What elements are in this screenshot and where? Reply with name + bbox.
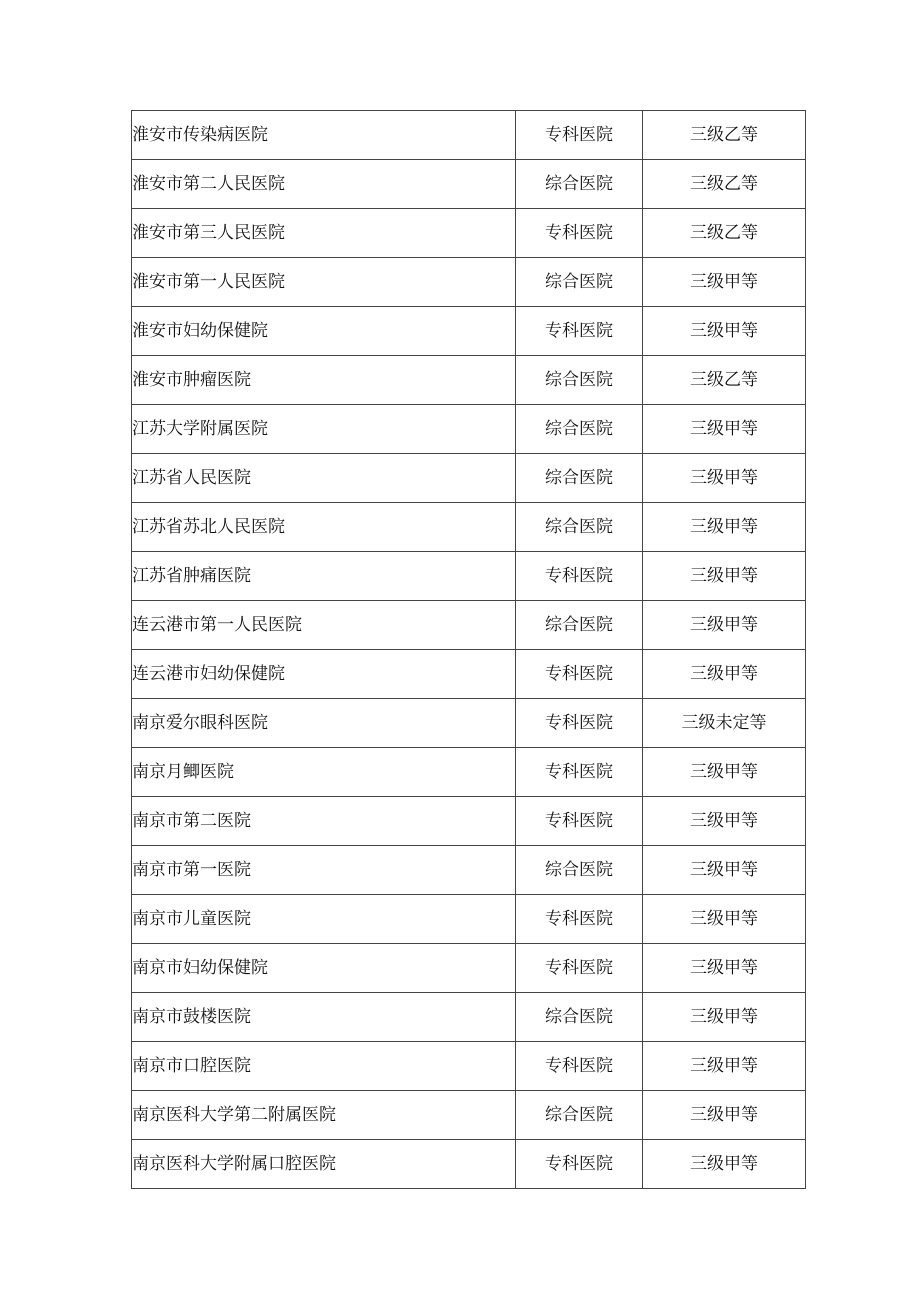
- hospital-type-cell: 专科医院: [516, 797, 643, 846]
- table-row: [132, 307, 806, 356]
- hospital-level-cell: 三级甲等: [643, 944, 806, 993]
- table-row: [132, 209, 806, 258]
- table-row: [132, 601, 806, 650]
- table-row: [132, 1140, 806, 1189]
- hospital-name-cell: 南京市口腔医院: [132, 1042, 516, 1091]
- hospital-type-cell: 综合医院: [516, 160, 643, 209]
- hospital-name-cell: 南京爱尔眼科医院: [132, 699, 516, 748]
- hospital-name-cell: 江苏省肿痛医院: [132, 552, 516, 601]
- table-row: [132, 944, 806, 993]
- hospital-name-cell: 江苏省苏北人民医院: [132, 503, 516, 552]
- hospital-level-cell: 三级甲等: [643, 993, 806, 1042]
- hospital-type-cell: 综合医院: [516, 846, 643, 895]
- hospital-type-cell: 专科医院: [516, 895, 643, 944]
- table-row: [132, 650, 806, 699]
- hospital-name-cell: 江苏省人民医院: [132, 454, 516, 503]
- hospital-table-body: [132, 111, 806, 1189]
- hospital-name-cell: 南京市儿童医院: [132, 895, 516, 944]
- hospital-name-cell: 南京市第一医院: [132, 846, 516, 895]
- hospital-name-cell: 南京月鲫医院: [132, 748, 516, 797]
- table-row: [132, 552, 806, 601]
- table-row: [132, 405, 806, 454]
- hospital-level-cell: 三级甲等: [643, 454, 806, 503]
- hospital-level-cell: 三级甲等: [643, 601, 806, 650]
- hospital-name-cell: 连云港市妇幼保健院: [132, 650, 516, 699]
- hospital-name-cell: 南京医科大学附属口腔医院: [132, 1140, 516, 1189]
- hospital-name-cell: 淮安市第一人民医院: [132, 258, 516, 307]
- table-row: [132, 1042, 806, 1091]
- table-row: [132, 993, 806, 1042]
- hospital-type-cell: 综合医院: [516, 503, 643, 552]
- hospital-name-cell: 江苏大学附属医院: [132, 405, 516, 454]
- table-row: [132, 846, 806, 895]
- hospital-name-cell: 淮安市传染病医院: [132, 111, 516, 160]
- hospital-level-cell: 三级乙等: [643, 160, 806, 209]
- table-row: [132, 356, 806, 405]
- hospital-level-cell: 三级甲等: [643, 307, 806, 356]
- table-row: [132, 111, 806, 160]
- hospital-level-cell: 三级乙等: [643, 209, 806, 258]
- hospital-type-cell: 专科医院: [516, 307, 643, 356]
- hospital-type-cell: 专科医院: [516, 1140, 643, 1189]
- hospital-level-cell: 三级甲等: [643, 1091, 806, 1140]
- hospital-type-cell: 综合医院: [516, 258, 643, 307]
- hospital-type-cell: 专科医院: [516, 1042, 643, 1091]
- hospital-type-cell: 专科医院: [516, 111, 643, 160]
- hospital-name-cell: 南京市妇幼保健院: [132, 944, 516, 993]
- table-row: [132, 503, 806, 552]
- hospital-level-cell: 三级乙等: [643, 111, 806, 160]
- hospital-name-cell: 连云港市第一人民医院: [132, 601, 516, 650]
- hospital-type-cell: 综合医院: [516, 993, 643, 1042]
- hospital-name-cell: 淮安市妇幼保健院: [132, 307, 516, 356]
- hospital-level-cell: 三级未定等: [643, 699, 806, 748]
- hospital-level-cell: 三级甲等: [643, 846, 806, 895]
- hospital-type-cell: 专科医院: [516, 944, 643, 993]
- table-row: [132, 1091, 806, 1140]
- hospital-level-cell: 三级甲等: [643, 405, 806, 454]
- hospital-name-cell: 南京市鼓楼医院: [132, 993, 516, 1042]
- table-row: [132, 160, 806, 209]
- hospital-level-cell: 三级甲等: [643, 1042, 806, 1091]
- hospital-name-cell: 南京市第二医院: [132, 797, 516, 846]
- table-row: [132, 258, 806, 307]
- hospital-type-cell: 专科医院: [516, 748, 643, 797]
- table-row: [132, 699, 806, 748]
- hospital-type-cell: 综合医院: [516, 1091, 643, 1140]
- hospital-type-cell: 综合医院: [516, 405, 643, 454]
- hospital-type-cell: 综合医院: [516, 601, 643, 650]
- hospital-type-cell: 专科医院: [516, 699, 643, 748]
- table-row: [132, 454, 806, 503]
- hospital-level-cell: 三级甲等: [643, 503, 806, 552]
- hospital-type-cell: 专科医院: [516, 552, 643, 601]
- hospital-table: [131, 110, 806, 1189]
- hospital-type-cell: 综合医院: [516, 356, 643, 405]
- hospital-level-cell: 三级甲等: [643, 797, 806, 846]
- hospital-name-cell: 淮安市第三人民医院: [132, 209, 516, 258]
- hospital-level-cell: 三级甲等: [643, 1140, 806, 1189]
- hospital-level-cell: 三级甲等: [643, 258, 806, 307]
- hospital-name-cell: 南京医科大学第二附属医院: [132, 1091, 516, 1140]
- hospital-type-cell: 专科医院: [516, 650, 643, 699]
- table-row: [132, 895, 806, 944]
- table-row: [132, 748, 806, 797]
- hospital-name-cell: 淮安市第二人民医院: [132, 160, 516, 209]
- hospital-name-cell: 淮安市肿瘤医院: [132, 356, 516, 405]
- hospital-level-cell: 三级甲等: [643, 895, 806, 944]
- hospital-level-cell: 三级甲等: [643, 552, 806, 601]
- hospital-type-cell: 综合医院: [516, 454, 643, 503]
- hospital-level-cell: 三级甲等: [643, 748, 806, 797]
- table-row: [132, 797, 806, 846]
- hospital-level-cell: 三级乙等: [643, 356, 806, 405]
- hospital-level-cell: 三级甲等: [643, 650, 806, 699]
- hospital-type-cell: 专科医院: [516, 209, 643, 258]
